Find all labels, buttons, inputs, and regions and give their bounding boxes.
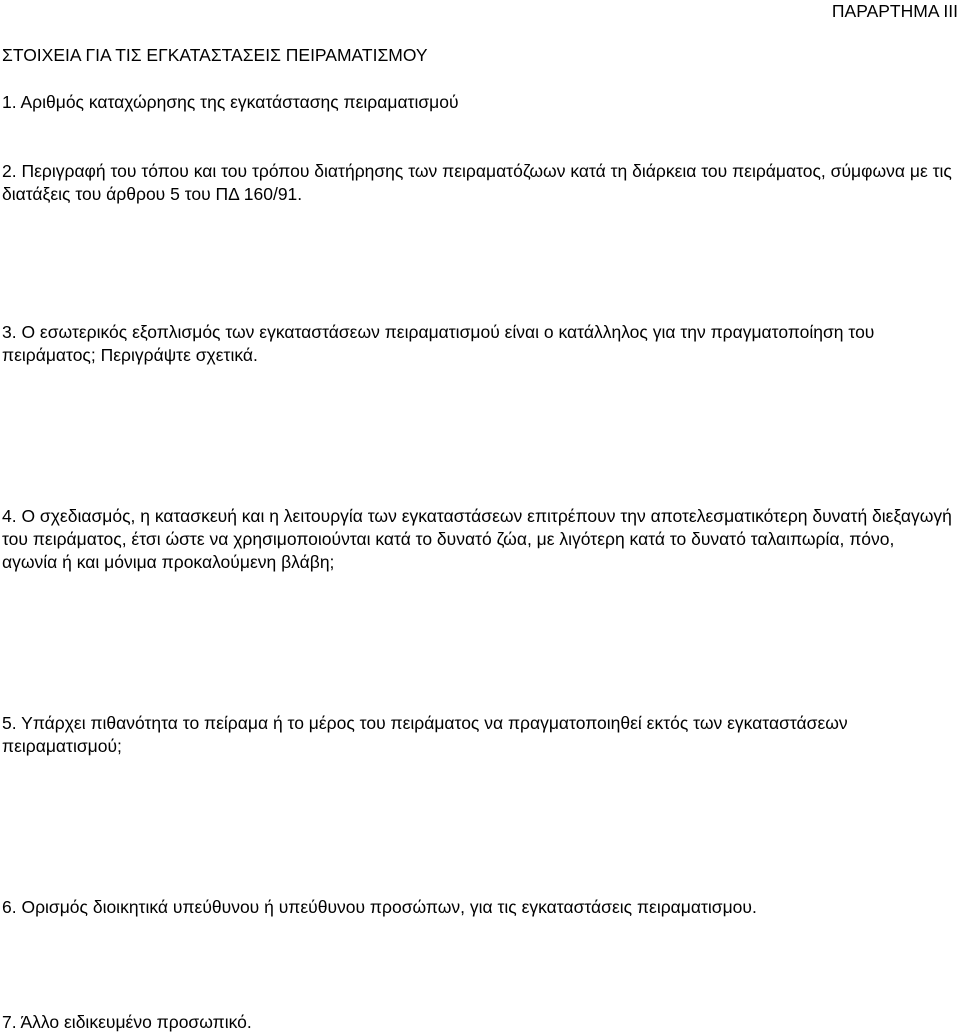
question-4: 4. Ο σχεδιασμός, η κατασκευή και η λειτουργία των εγκαταστάσεων επιτρέπουν την αποτελεσματικότερη δυνατή διεξαγωγή του πειράματος, έτσι ώστε να χρησιμοποιούνται κατά το δυνατό ζώα, με λιγότερη κατά το δυνατό ταλαιπωρία, πόνο, αγωνία ή και μόνιμα προκαλούμενη βλάβη;	[2, 506, 952, 572]
question-2: 2. Περιγραφή του τόπου και του τρόπου διατήρησης των πειραματόζωων κατά τη διάρκεια του πειράματος, σύμφωνα με τις διατάξεις του άρθρου 5 του ΠΔ 160/91.	[2, 161, 952, 204]
question-3: 3. Ο εσωτερικός εξοπλισμός των εγκαταστάσεων πειραματισμού είναι ο κατάλληλος για την πραγματοποίηση του πειράματος; Περιγράψτε σχετικά.	[2, 322, 875, 365]
document-heading: ΣΤΟΙΧΕΙΑ ΓΙΑ ΤΙΣ ΕΓΚΑΤΑΣΤΑΣΕΙΣ ΠΕΙΡΑΜΑΤΙΣΜΟΥ	[2, 45, 428, 65]
question-6: 6. Ορισμός διοικητικά υπεύθυνου ή υπεύθυνου προσώπων, για τις εγκαταστάσεις πειραματισμου.	[2, 897, 757, 917]
question-1: 1. Αριθμός καταχώρησης της εγκατάστασης πειραματισμού	[2, 92, 459, 112]
annex-label: ΠΑΡΑΡΤΗΜΑ III	[831, 1, 958, 21]
question-7: 7. Άλλο ειδικευμένο προσωπικό.	[2, 1012, 252, 1032]
question-5: 5. Υπάρχει πιθανότητα το πείραμα ή το μέρος του πειράματος να πραγματοποιηθεί εκτός των εγκαταστάσεων πειραματισμού;	[2, 713, 848, 756]
